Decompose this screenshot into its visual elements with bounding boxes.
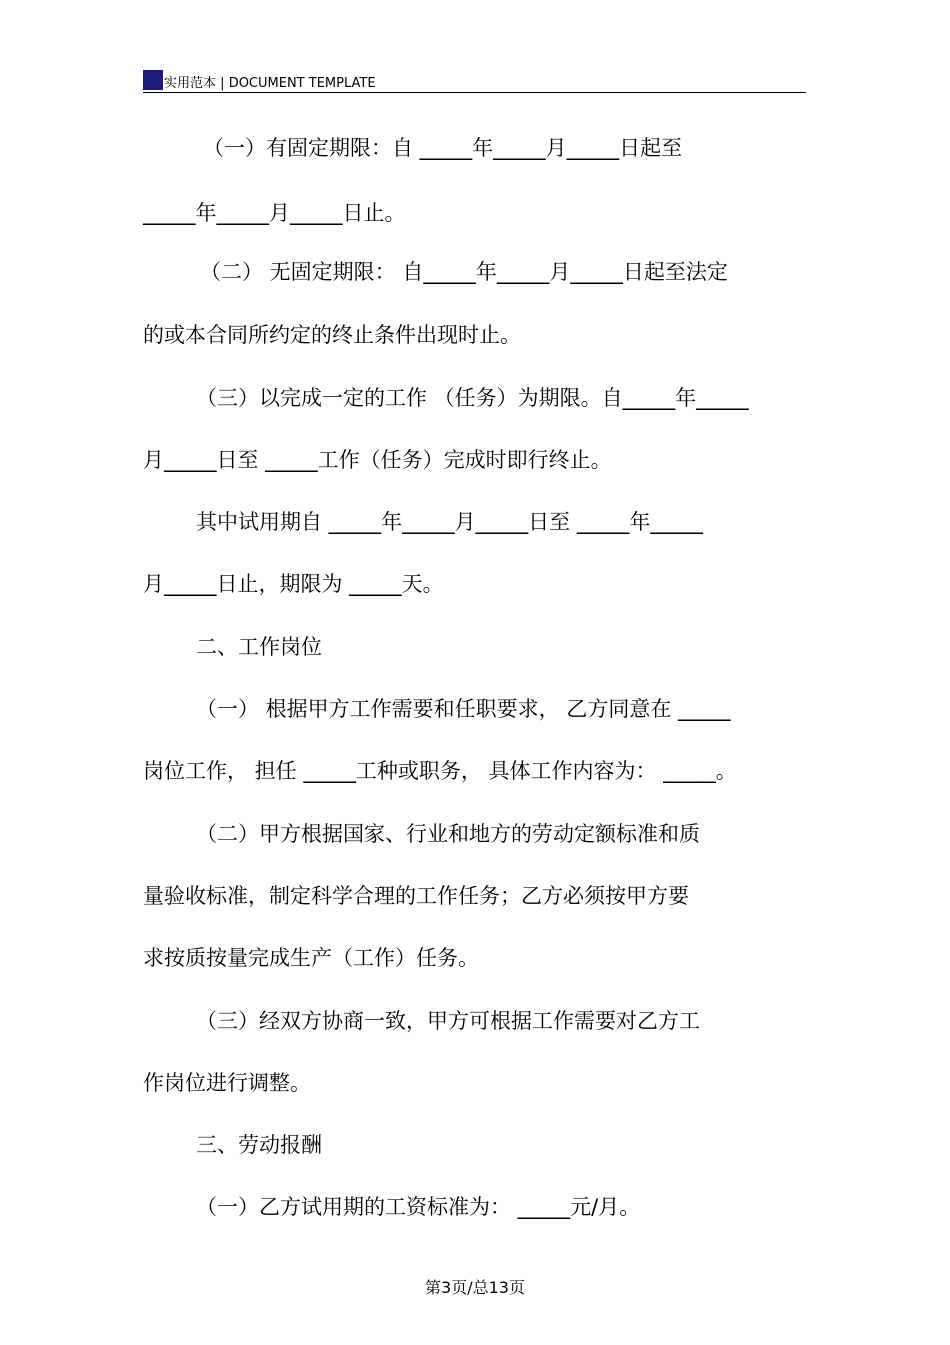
body-line: （一）乙方试用期的工资标准为： _____元/月。: [196, 1195, 641, 1219]
body-line: _____年_____月_____日止。: [143, 201, 406, 225]
brand-logo-square: [143, 70, 163, 90]
body-line: （二）甲方根据国家、行业和地方的劳动定额标准和质: [196, 822, 700, 846]
header-title: [164, 72, 376, 91]
header-label: 实用范本: [164, 76, 217, 91]
document-header: [143, 68, 806, 93]
body-line: （二） 无固定期限： 自_____年_____月_____日起至法定: [200, 260, 728, 284]
body-line: 作岗位进行调整。: [143, 1071, 311, 1095]
body-line: 求按质按量完成生产（工作）任务。: [143, 946, 479, 970]
body-line: 月_____日至 _____工作（任务）完成时即行终止。: [143, 448, 612, 472]
body-line: 月_____日止，期限为 _____天。: [143, 572, 444, 596]
body-line: （一）有固定期限：自 _____年_____月_____日起至: [203, 136, 683, 160]
header-separator: |: [220, 76, 225, 91]
body-line: （一） 根据甲方工作需要和任职要求， 乙方同意在 _____: [196, 697, 731, 721]
body-line: （三）以完成一定的工作 （任务）为期限。自_____年_____: [196, 386, 749, 410]
section-heading: 三、劳动报酬: [196, 1133, 322, 1157]
body-line: 其中试用期自 _____年_____月_____日至 _____年_____: [196, 510, 703, 534]
header-template-label: DOCUMENT TEMPLATE: [228, 76, 376, 91]
section-heading: 二、工作岗位: [196, 635, 322, 659]
body-line: 岗位工作， 担任 _____工种或职务， 具体工作内容为： _____。: [143, 759, 737, 783]
body-line: 的或本合同所约定的终止条件出现时止。: [143, 323, 521, 347]
page-number: 第3页/总13页: [425, 1278, 525, 1297]
body-line: （三）经双方协商一致，甲方可根据工作需要对乙方工: [196, 1009, 700, 1033]
body-line: 量验收标准，制定科学合理的工作任务；乙方必须按甲方要: [143, 884, 689, 908]
